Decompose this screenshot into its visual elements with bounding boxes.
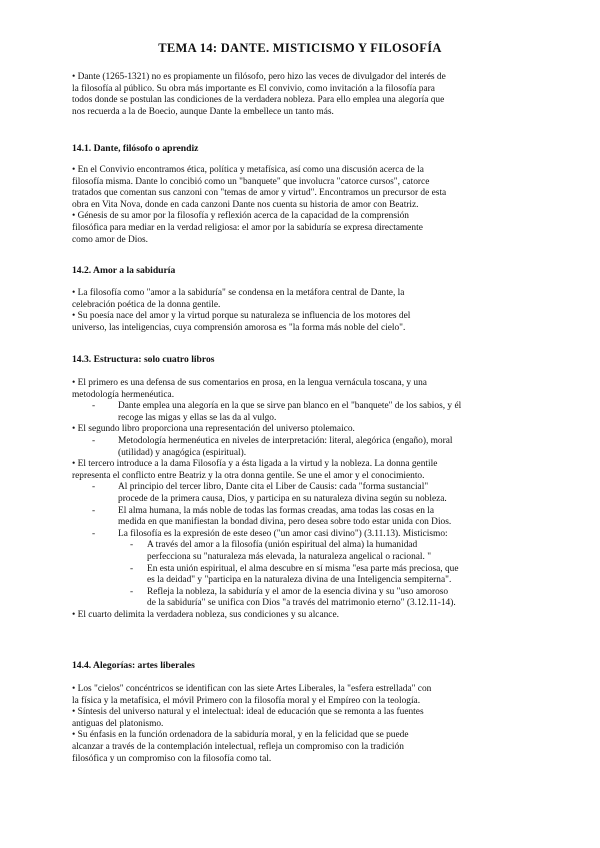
section-heading: 14.4. Alegorías: artes liberales bbox=[72, 660, 195, 671]
text-line: perfecciona su "naturaleza más elevada, la naturaleza angelical o racional. " bbox=[147, 551, 432, 562]
text-line: • El segundo libro proporciona una representación del universo ptolemaico. bbox=[72, 424, 355, 435]
page-title: TEMA 14: DANTE. MISTICISMO Y FILOSOFÍA bbox=[158, 41, 442, 55]
text-line: Refleja la nobleza, la sabiduría y el amor de la esencia divina y su "uso amoroso bbox=[147, 586, 449, 597]
section-14-1-body bbox=[72, 165, 528, 246]
text-line: representa el conflicto entre Beatriz y la otra donna gentile. Se une el amor y el conocimiento. bbox=[72, 470, 425, 481]
text-line: • Su énfasis en la función ordenadora de la sabiduría moral, y en la felicidad que se puede bbox=[72, 730, 409, 741]
dash-item: - La filosofía es la expresión de este deseo ("un amor casi divino") (3.11.13). Misticismo: bbox=[72, 529, 528, 541]
text-line: • El cuarto delimita la verdadera nobleza, sus condiciones y su alcance. bbox=[72, 609, 339, 620]
subdash-item: - Refleja la nobleza, la sabiduría y el amor de la esencia divina y su "uso amoroso de la sabiduría" se unifica con Dios "a través del matrimonio eterno" (3.12.11-14). bbox=[72, 587, 528, 610]
text-line: celebración poética de la donna gentile. bbox=[72, 299, 221, 310]
text-line: como amor de Dios. bbox=[72, 234, 149, 245]
intro-paragraph bbox=[72, 72, 528, 118]
dash-item: - Al principio del tercer libro, Dante cita el Liber de Causis: cada "forma sustancial" procede de la primera causa, Dios, y participa en su naturaleza divina según su nobleza. bbox=[72, 482, 528, 505]
text-line: (utilidad) y anagógica (espiritual). bbox=[118, 447, 247, 458]
text-line: • Síntesis del universo natural y el intelectual: ideal de educación que se remonta a las fuentes bbox=[72, 707, 424, 718]
text-line: • El primero es una defensa de sus comentarios en prosa, en la lengua vernácula toscana, y una bbox=[72, 378, 427, 388]
section-14-2 bbox=[72, 265, 528, 277]
text-line: En esta unión espiritual, el alma descubre en sí misma "esa parte más preciosa, que bbox=[147, 563, 459, 574]
text-line: la física y la metafísica, el móvil Primero con la filosofía moral y el Empíreo con la teología. bbox=[72, 695, 421, 706]
section-14-1 bbox=[72, 143, 528, 155]
text-line: • La filosofía como "amor a la sabiduría" se condensa en la metáfora central de Dante, la bbox=[72, 288, 405, 298]
text-line: Dante emplea una alegoría en la que se sirve pan blanco en el "banquete" de los sabios, y él bbox=[118, 401, 462, 412]
text-line: filosofía misma. Dante lo concibió como un "banquete" que involucra "catorce cursos", catorce bbox=[72, 176, 430, 187]
text-line: filosófica y un compromiso con la filosofía como tal. bbox=[72, 753, 272, 764]
text-line: alcanzar a través de la contemplación intelectual, refleja un compromiso con la tradición bbox=[72, 741, 404, 752]
subdash-item: - A través del amor a la filosofía (unión espiritual del alma) la humanidad perfecciona su "naturaleza más elevada, la naturaleza angelical o racional. " bbox=[72, 540, 528, 563]
text-line: • Los "cielos" concéntricos se identifican con las siete Artes Liberales, la "esfera estrellada" con bbox=[72, 684, 432, 694]
text-line: Al principio del tercer libro, Dante cita el Liber de Causis: cada "forma sustancial" bbox=[118, 482, 429, 493]
text-line: nos recuerda a la de Boecio, aunque Dante la embellece un tanto más. bbox=[72, 106, 334, 117]
text-line: tratados que comentan sus canzoni con "temas de amor y virtud". Encontramos un precursor de esta bbox=[72, 188, 447, 199]
text-line: • Su poesía nace del amor y la virtud porque su naturaleza se influencia de los motores del bbox=[72, 311, 411, 322]
text-line: El alma humana, la más noble de todas las formas creadas, ama todas las cosas en la bbox=[118, 505, 435, 516]
text-line: la filosofía al público. Su obra más importante es El convivio, como invitación a la filosofía para bbox=[72, 83, 435, 94]
text-line: Metodología hermenéutica en niveles de interpretación: literal, alegórica (engaño), moral bbox=[118, 435, 453, 446]
section-14-3 bbox=[72, 354, 528, 366]
subdash-item: - En esta unión espiritual, el alma descubre en sí misma "esa parte más preciosa, que es la deidad" y "participa en la naturaleza divina de una Inteligencia sempiterna". bbox=[72, 564, 528, 587]
section-14-3-body bbox=[72, 378, 528, 621]
text-line: • El tercero introduce a la dama Filosofía y a ésta ligada a la virtud y la nobleza. La donna gentile bbox=[72, 459, 438, 470]
section-heading: 14.1. Dante, filósofo o aprendiz bbox=[72, 143, 199, 154]
text-line: procede de la primera causa, Dios, y participa en su naturaleza divina según su nobleza. bbox=[118, 493, 447, 504]
dash-item: - Dante emplea una alegoría en la que se sirve pan blanco en el "banquete" de los sabios, y él recoge las migas y ellas se las da al vulgo. bbox=[72, 401, 528, 424]
text-line: todos donde se postulan las condiciones de la verdadera nobleza. Para ello emplea una alegoría que bbox=[72, 95, 445, 106]
text-line: antiguas del platonismo. bbox=[72, 718, 164, 729]
section-14-4 bbox=[72, 660, 528, 672]
dash-item: - Metodología hermenéutica en niveles de interpretación: literal, alegórica (engaño), moral (utilidad) y anagógica (espiritual). bbox=[72, 436, 528, 459]
dash-item: - El alma humana, la más noble de todas las formas creadas, ama todas las cosas en la medida en que manifiestan la bondad divina, pero desea sobre todo estar unida con Dios. bbox=[72, 506, 528, 529]
text-line: de la sabiduría" se unifica con Dios "a través del matrimonio eterno" (3.12.11-14). bbox=[147, 598, 456, 609]
section-14-4-body bbox=[72, 684, 528, 765]
section-heading: 14.2. Amor a la sabiduría bbox=[72, 265, 176, 276]
text-line: • En el Convivio encontramos ética, política y metafísica, así como una discusión acerca de la bbox=[72, 165, 424, 175]
text-line: • Dante (1265-1321) no es propiamente un filósofo, pero hizo las veces de divulgador del interés de bbox=[72, 72, 446, 82]
text-line: medida en que manifiestan la bondad divina, pero desea sobre todo estar unida con Dios. bbox=[118, 517, 452, 528]
text-line: obra en Vita Nova, donde en cada canzoni Dante nos cuenta su historia de amor con Beatriz. bbox=[72, 199, 419, 210]
text-line: recoge las migas y ellas se las da al vulgo. bbox=[118, 412, 277, 423]
text-line: A través del amor a la filosofía (unión espiritual del alma) la humanidad bbox=[147, 540, 418, 551]
text-line: es la deidad" y "participa en la naturaleza divina de una Inteligencia sempiterna". bbox=[147, 575, 452, 586]
text-line: metodología hermenéutica. bbox=[72, 389, 175, 400]
section-14-2-body bbox=[72, 288, 528, 334]
text-line: • Génesis de su amor por la filosofía y reflexión acerca de la capacidad de la comprensión bbox=[72, 211, 409, 222]
section-heading: 14.3. Estructura: solo cuatro libros bbox=[72, 354, 215, 365]
text-line: La filosofía es la expresión de este deseo ("un amor casi divino") (3.11.13). Misticismo: bbox=[118, 528, 448, 539]
text-line: universo, las inteligencias, cuya comprensión amorosa es "la forma más noble del cielo". bbox=[72, 322, 406, 333]
text-line: filosófica para mediar en la verdad religiosa: el amor por la sabiduría se expresa directamente bbox=[72, 222, 423, 233]
